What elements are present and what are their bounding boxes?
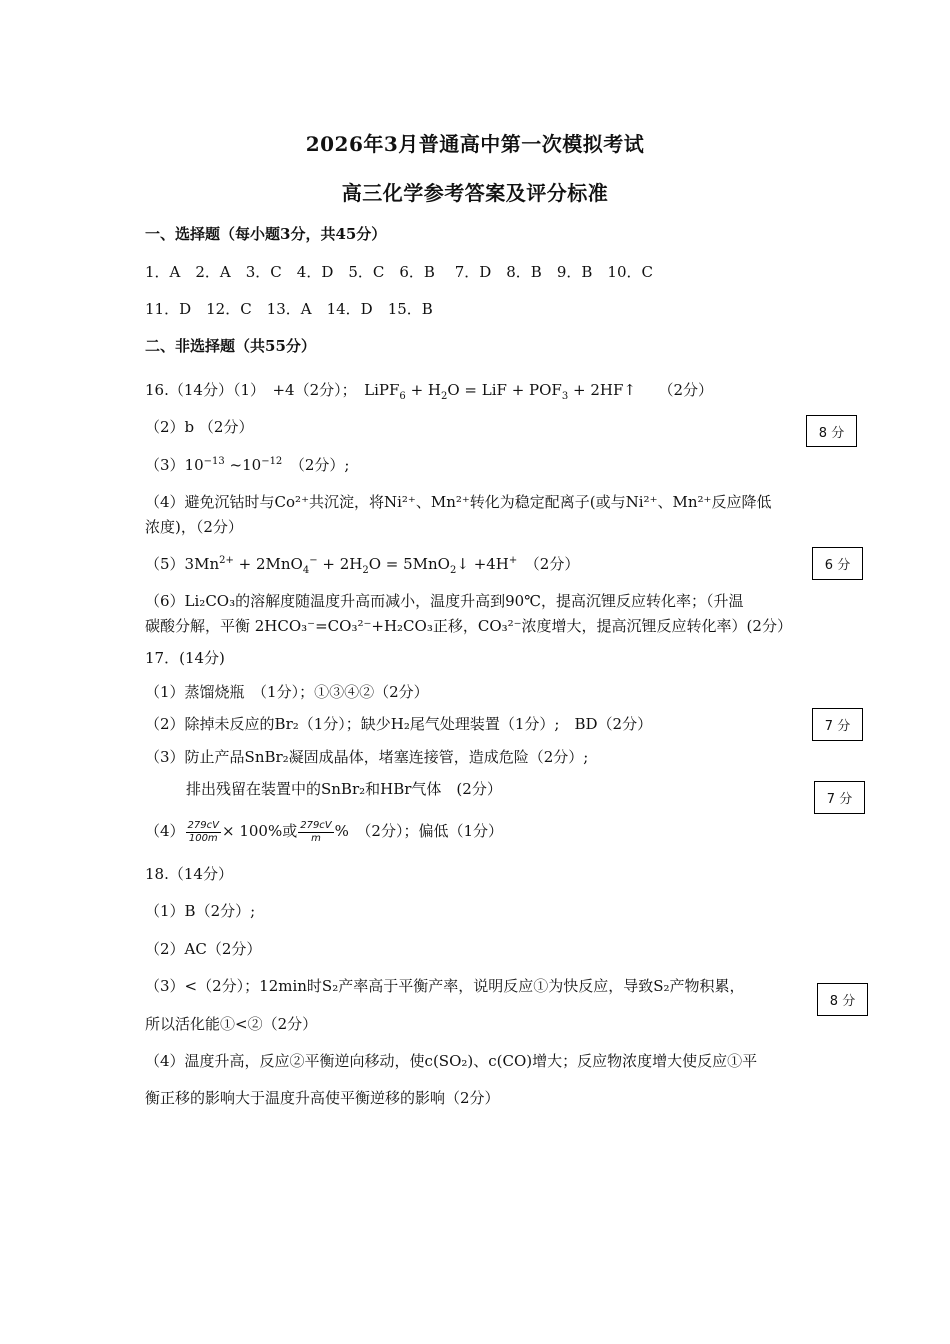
q18-line6: 衡正移的影响大于温度升高使平衡逆移的影响（2分）: [145, 1089, 500, 1107]
q18-line4: 所以活化能①<②（2分）: [145, 1015, 318, 1033]
score-box-q17a: 7 分: [812, 708, 863, 741]
fraction-1: $\frac{279cV}{100m}$: [187, 819, 219, 844]
q18-line2: （2）AC（2分）: [145, 940, 262, 958]
q18-line3: （3）<（2分）；12min时S₂产率高于平衡产率，说明反应①为快反应，导致S₂产物积累，: [145, 977, 745, 995]
score-box-q16a: 8 分: [806, 415, 857, 447]
section1-heading: 一、选择题（每小题3分，共45分）: [145, 225, 387, 243]
q16-line5: 浓度)，（2分）: [145, 518, 243, 536]
score-box-q18: 8 分: [817, 983, 868, 1016]
q16-line4: （4）避免沉钴时与Co²⁺共沉淀，将Ni²⁺、Mn²⁺转化为稳定配离子(或与Ni²⁺、Mn²⁺反应降低: [145, 493, 772, 511]
q18-heading: 18.（14分）: [145, 865, 233, 883]
q17-line4: 排出残留在装置中的SnBr₂和HBr气体 (2分）: [186, 780, 502, 798]
fraction-2: $\frac{279cV}{m}$: [300, 819, 332, 844]
q16-line7: （6）Li₂CO₃的溶解度随温度升高而减小，温度升高到90℃，提高沉锂反应转化率；（升温: [145, 592, 744, 610]
q16-line8: 碳酸分解，平衡 2HCO₃⁻=CO₃²⁻+H₂CO₃正移，CO₃²⁻浓度增大，提高沉锂反应转化率）(2分）: [145, 617, 792, 635]
q17-heading: 17．(14分): [145, 649, 225, 667]
exam-subtitle: 高三化学参考答案及评分标准: [341, 181, 609, 205]
q16-equation: LiPF$_6$ + $H_2O$ = LiF + $POF_3$ + 2HF↑: [364, 381, 636, 402]
score-box-q16b: 6 分: [812, 547, 863, 580]
score-box-q17b: 7 分: [814, 781, 865, 814]
q16-line6: $(5)3Mn^{2+} + 2MnO_4^- + 2H_2O$ = 5MnO$_2$↓ +4H+ （2分）: [145, 555, 580, 576]
q16-line1-prefix: 16.（14分）（1） +4（2分）；: [145, 381, 365, 399]
mc-answers-row1: 1．A 2．A 3．C 4．D 5．C 6．B 7．D 8．B 9．B 10．C: [145, 263, 653, 281]
q17-line5: （4） $\frac{279cV}{100m}$ × 100%或 $\frac{279cV}{m}$ % （2分）；偏低（1分）: [145, 819, 503, 844]
q16-line3: $(3)10^{-13}$ $\sim 10^{-12}$ （2分）;: [145, 456, 350, 474]
q16-line1: [145, 380, 713, 400]
q18-line1: （1）B（2分）;: [145, 902, 256, 920]
q16-line2: （2）b （2分）: [145, 418, 254, 436]
exam-title: 2026年3月普通高中第一次模拟考试: [305, 132, 645, 156]
section2-heading: 二、非选择题（共55分）: [145, 337, 316, 355]
mc-answers-row2: 11．D 12．C 13．A 14．D 15．B: [145, 300, 433, 318]
q17-line2: （2）除掉未反应的Br₂（1分）；缺少H₂尾气处理装置（1分）; BD（2分）: [145, 715, 653, 733]
q16-line1-score: （2分）: [665, 381, 713, 399]
q18-line5: （4）温度升高，反应②平衡逆向移动，使c(SO₂)、c(CO)增大；反应物浓度增大使反应①平: [145, 1052, 758, 1070]
q17-line3: （3）防止产品SnBr₂凝固成晶体，堵塞连接管，造成危险（2分）;: [145, 748, 589, 766]
q17-line1: （1）蒸馏烧瓶 （1分）；①③④②（2分）: [145, 683, 429, 701]
